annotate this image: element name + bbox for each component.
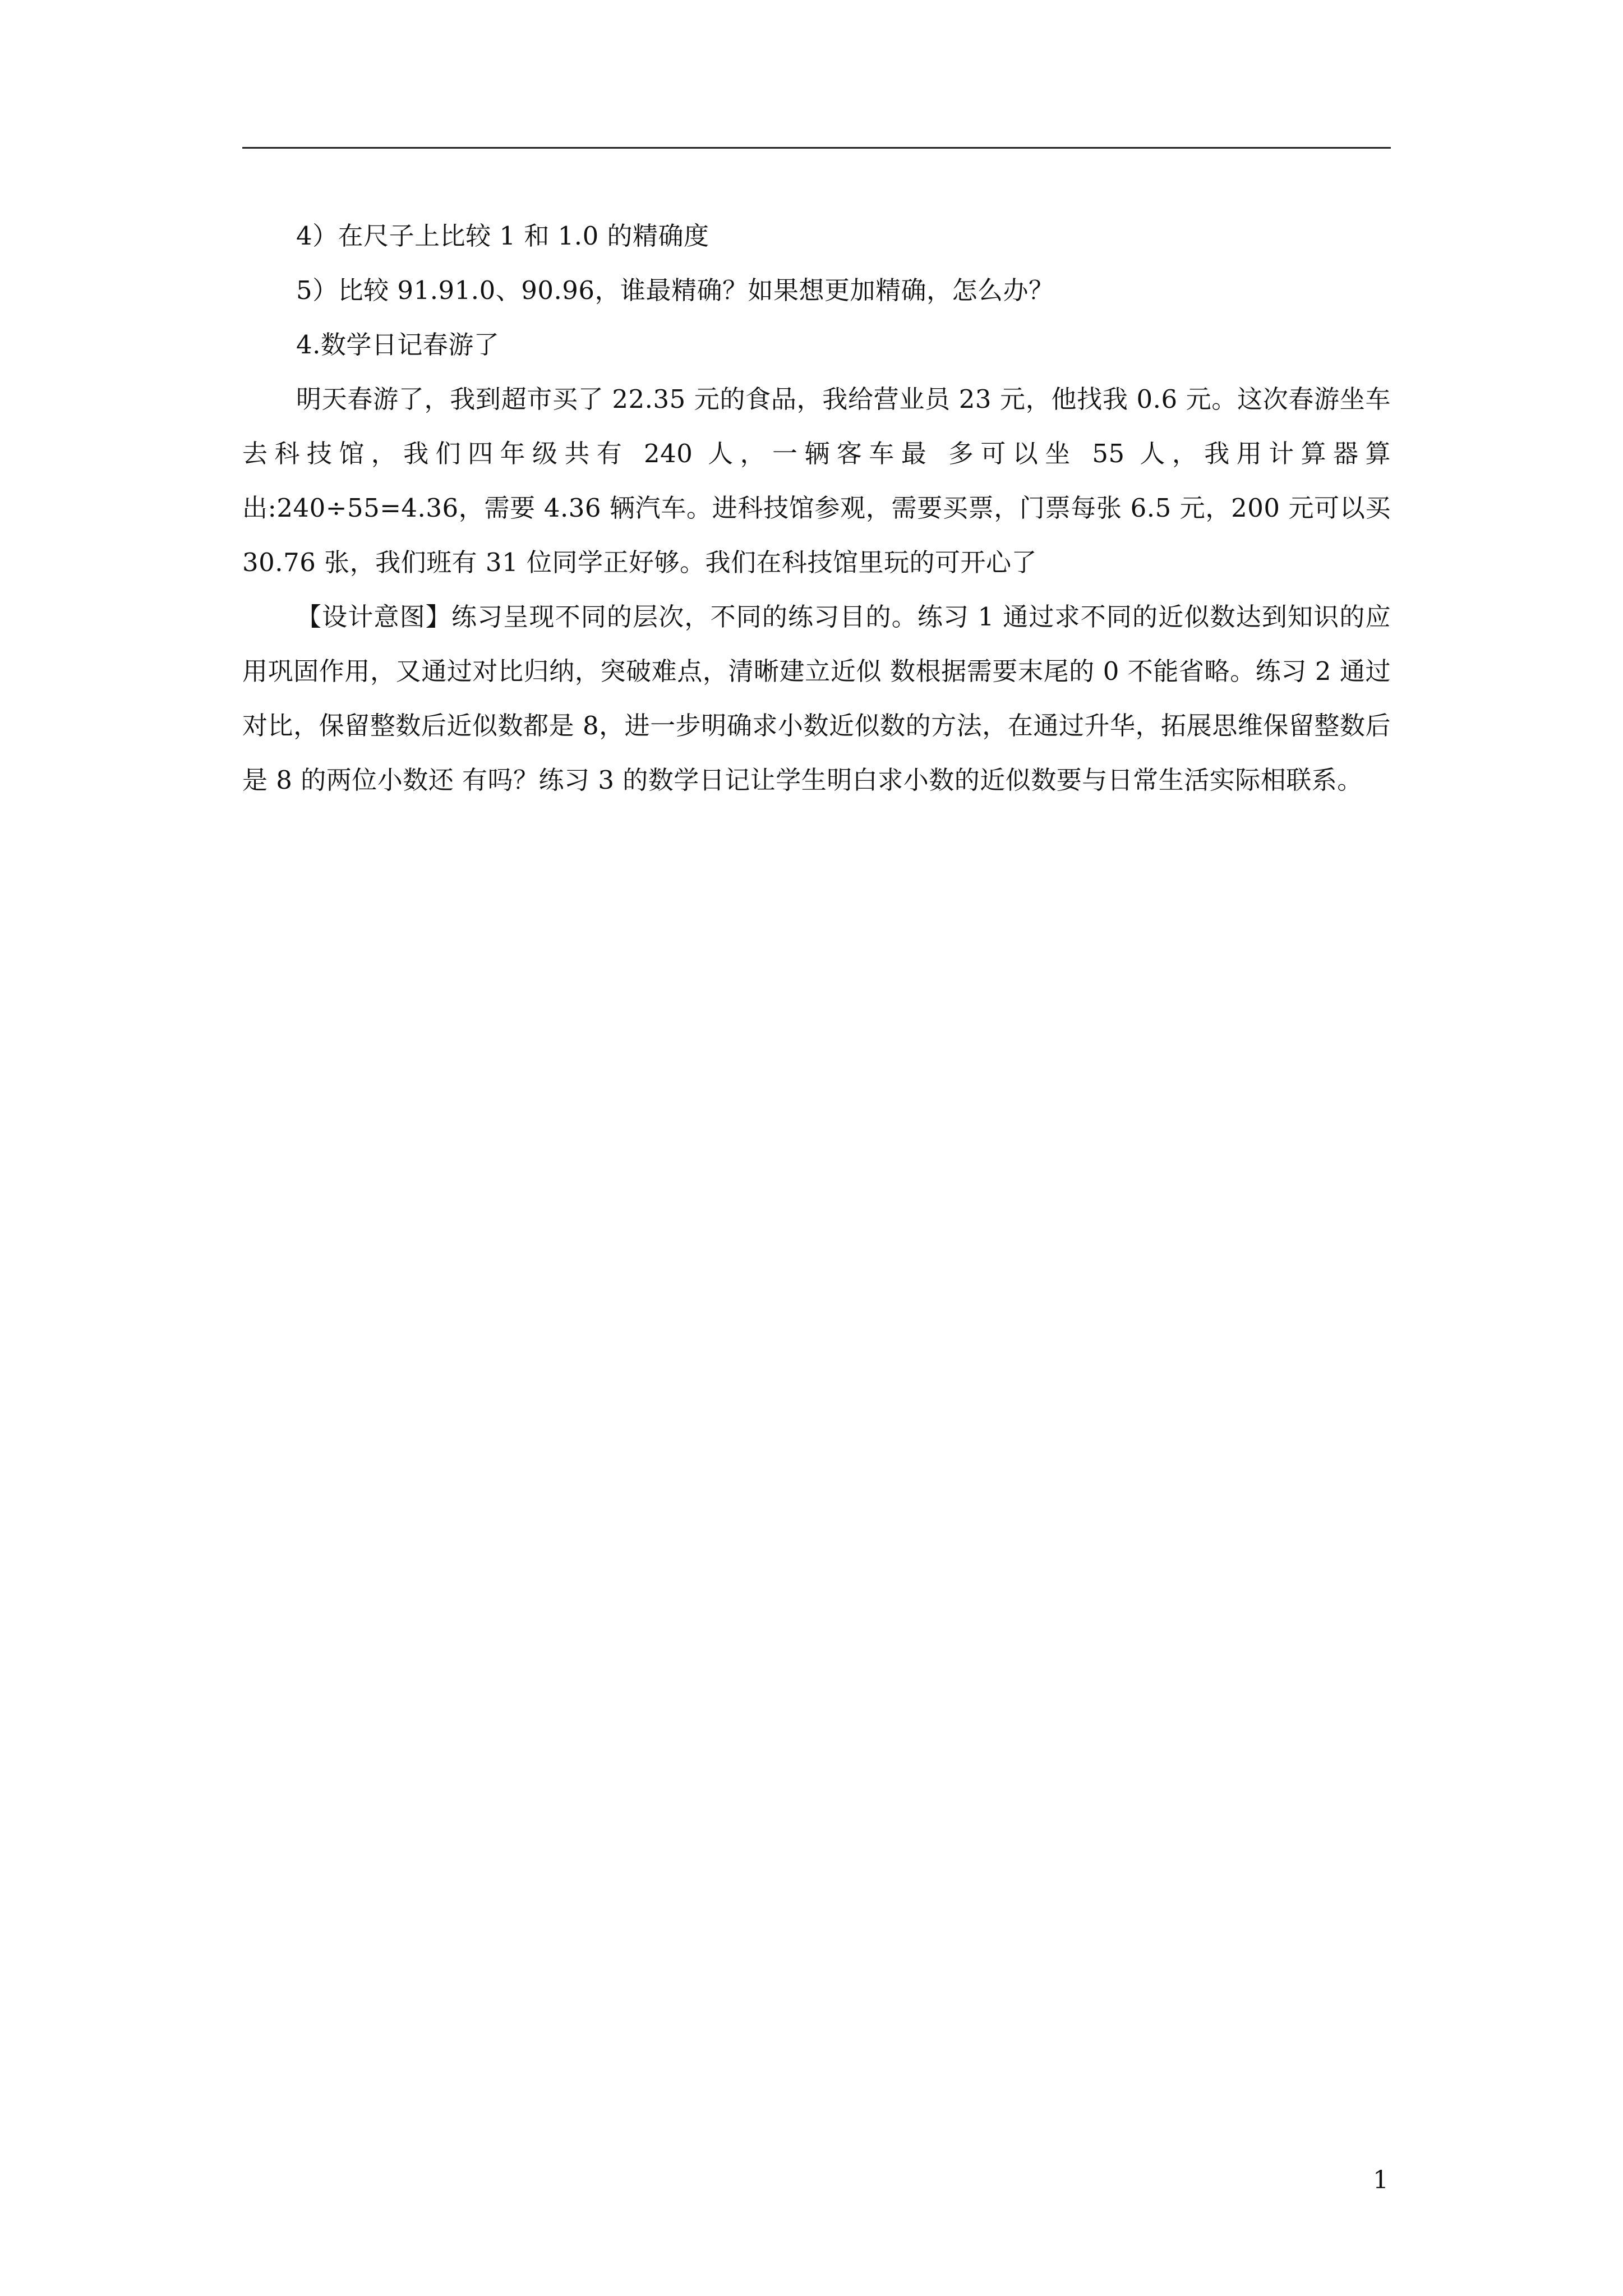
paragraph-ruler-comparison: 4）在尺子上比较 1 和 1.0 的精确度 — [296, 221, 709, 251]
paragraph-design-intent: 【设计意图】练习呈现不同的层次，不同的练习目的。练习 1 通过求不同的近似数达到知识的应用巩固作用，又通过对比归纳，突破难点，清晰建立近似 数根据需要末尾的 0 不能省略。练习 2 通过对比，保留整数后近似数都是 8，进一步明确求小数近似数的方法，在通过升华，拓展思维保留整数后是 8 的两位小数还 有吗？练习 3 的数学日记让学生明白求小数的近似数要与日常生活实际相联系。 — [242, 602, 1391, 795]
header-rule — [242, 147, 1391, 149]
paragraph-math-diary-heading: 4.数学日记春游了 — [296, 330, 500, 360]
page-number: 1 — [1373, 2166, 1389, 2194]
paragraph-precision-question: 5）比较 91.91.0、90.96，谁最精确？如果想更加精确，怎么办？ — [296, 275, 1054, 305]
paragraph-math-diary-body: 明天春游了，我到超市买了 22.35 元的食品，我给营业员 23 元，他找我 0.6 元。这次春游坐车去科技馆，我们四年级共有 240 人，一辆客车最 多可以坐 55 人，我用计算器算出:240÷55=4.36，需要 4.36 辆汽车。进科技馆参观，需要买票，门票每张 6.5 元，200 元可以买 30.76 张，我们班有 31 位同学正好够。我们在科技馆里玩的可开心了 — [242, 384, 1391, 577]
document-body — [242, 209, 1391, 807]
